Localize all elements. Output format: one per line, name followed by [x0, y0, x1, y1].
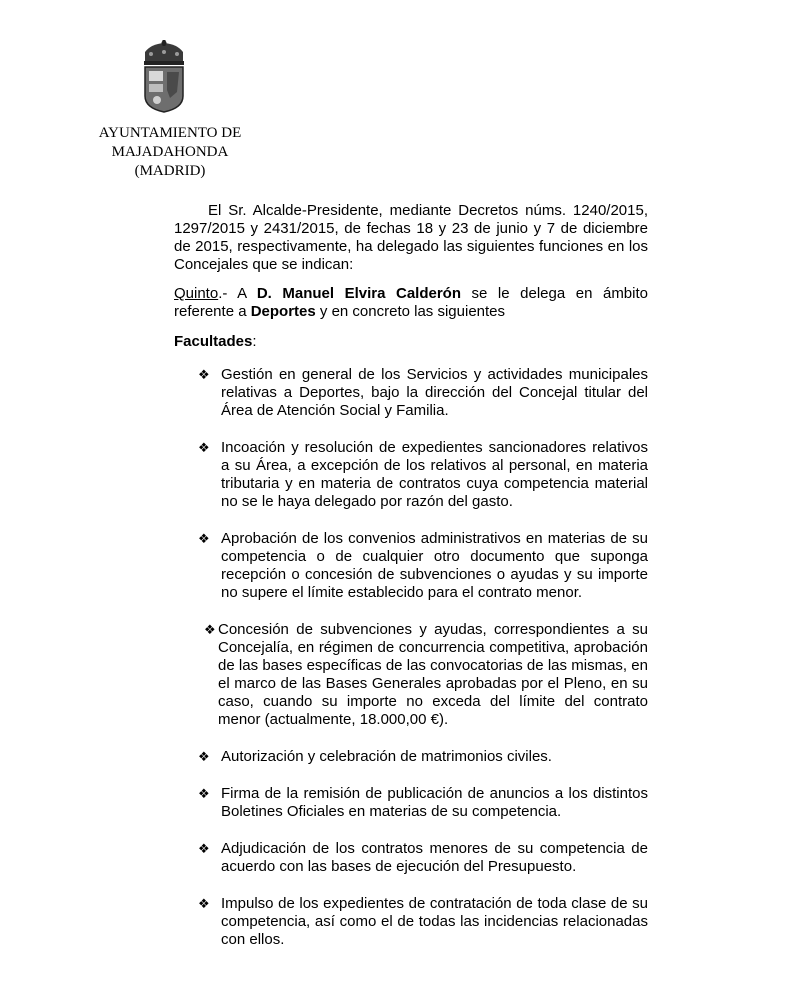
- quinto-label: Quinto: [174, 285, 219, 302]
- list-item-text: Firma de la remisión de publicación de anuncios a los distintos Boletines Oficiales en materias de su competencia.: [221, 785, 648, 820]
- list-item-text: Aprobación de los convenios administrativos en materias de su competencia o de cualquier otro documento que suponga recepción o concesión de subvenciones o ayudas y su importe no supere el límite establecido para el contrato menor.: [221, 530, 648, 601]
- diamond-bullet-icon: ❖: [198, 749, 210, 764]
- facultades-heading: [174, 333, 648, 351]
- list-item-text: Concesión de subvenciones y ayudas, correspondientes a su Concejalía, en régimen de concurrencia competitiva, aprobación de las bases específicas de las convocatorias de las mismas, en el marco de las Bases Generales aprobadas por el Pleno, en su caso, cuando su importe no exceda del límite del contrato menor (actualmente, 18.000,00 €).: [218, 621, 648, 728]
- list-item: [196, 366, 648, 420]
- list-item-text: Gestión en general de los Servicios y actividades municipales relativas a Deportes, bajo la dirección del Concejal titular del Área de Atención Social y Familia.: [221, 366, 648, 419]
- list-item: [196, 895, 648, 949]
- delegation-paragraph: [174, 285, 648, 321]
- list-item: [196, 530, 648, 602]
- diamond-bullet-icon: ❖: [198, 440, 210, 455]
- facultades-colon: :: [252, 333, 257, 350]
- organization-header: [90, 124, 250, 181]
- facultades-list: [196, 366, 648, 968]
- list-item-text: Impulso de los expedientes de contratación de toda clase de su competencia, así como el de todas las incidencias relacionadas con ellos.: [221, 895, 648, 948]
- intro-paragraph: El Sr. Alcalde-Presidente, mediante Decretos núms. 1240/2015, 1297/2015 y 2431/2015, de fechas 18 y 23 de junio y 7 de diciembre de 2015, respectivamente, ha delegado las siguientes funciones en los Concejales que se indican:: [174, 202, 648, 273]
- delegated-area: Deportes: [250, 303, 316, 320]
- list-item: [196, 748, 648, 766]
- org-name-line1: AYUNTAMIENTO DE: [98, 125, 242, 141]
- list-item: [196, 439, 648, 511]
- org-region: (MADRID): [134, 163, 206, 179]
- diamond-bullet-icon: ❖: [204, 622, 216, 637]
- diamond-bullet-icon: ❖: [198, 367, 210, 382]
- list-item: [196, 621, 648, 729]
- diamond-bullet-icon: ❖: [198, 531, 210, 546]
- diamond-bullet-icon: ❖: [198, 786, 210, 801]
- org-name-line2: MAJADAHONDA: [111, 144, 229, 160]
- list-item-text: Adjudicación de los contratos menores de su competencia de acuerdo con las bases de ejecución del Presupuesto.: [221, 840, 648, 875]
- quinto-text-a: .- A: [218, 285, 257, 302]
- delegate-name: D. Manuel Elvira Calderón: [256, 285, 461, 302]
- list-item-text: Autorización y celebración de matrimonios civiles.: [221, 748, 552, 765]
- list-item-text: Incoación y resolución de expedientes sancionadores relativos a su Área, a excepción de los relativos al personal, en materia tributaria y en materia de contratos cuya competencia material no se le haya delegado por razón del gasto.: [221, 439, 648, 510]
- list-item: [196, 785, 648, 821]
- facultades-label: Facultades: [174, 333, 253, 350]
- municipal-coat-of-arms-icon: [137, 40, 191, 114]
- quinto-text-b: se le delega en ámbito referente a: [174, 285, 648, 320]
- quinto-text-c: y en concreto las siguientes: [315, 303, 506, 320]
- diamond-bullet-icon: ❖: [198, 896, 210, 911]
- list-item: [196, 840, 648, 876]
- diamond-bullet-icon: ❖: [198, 841, 210, 856]
